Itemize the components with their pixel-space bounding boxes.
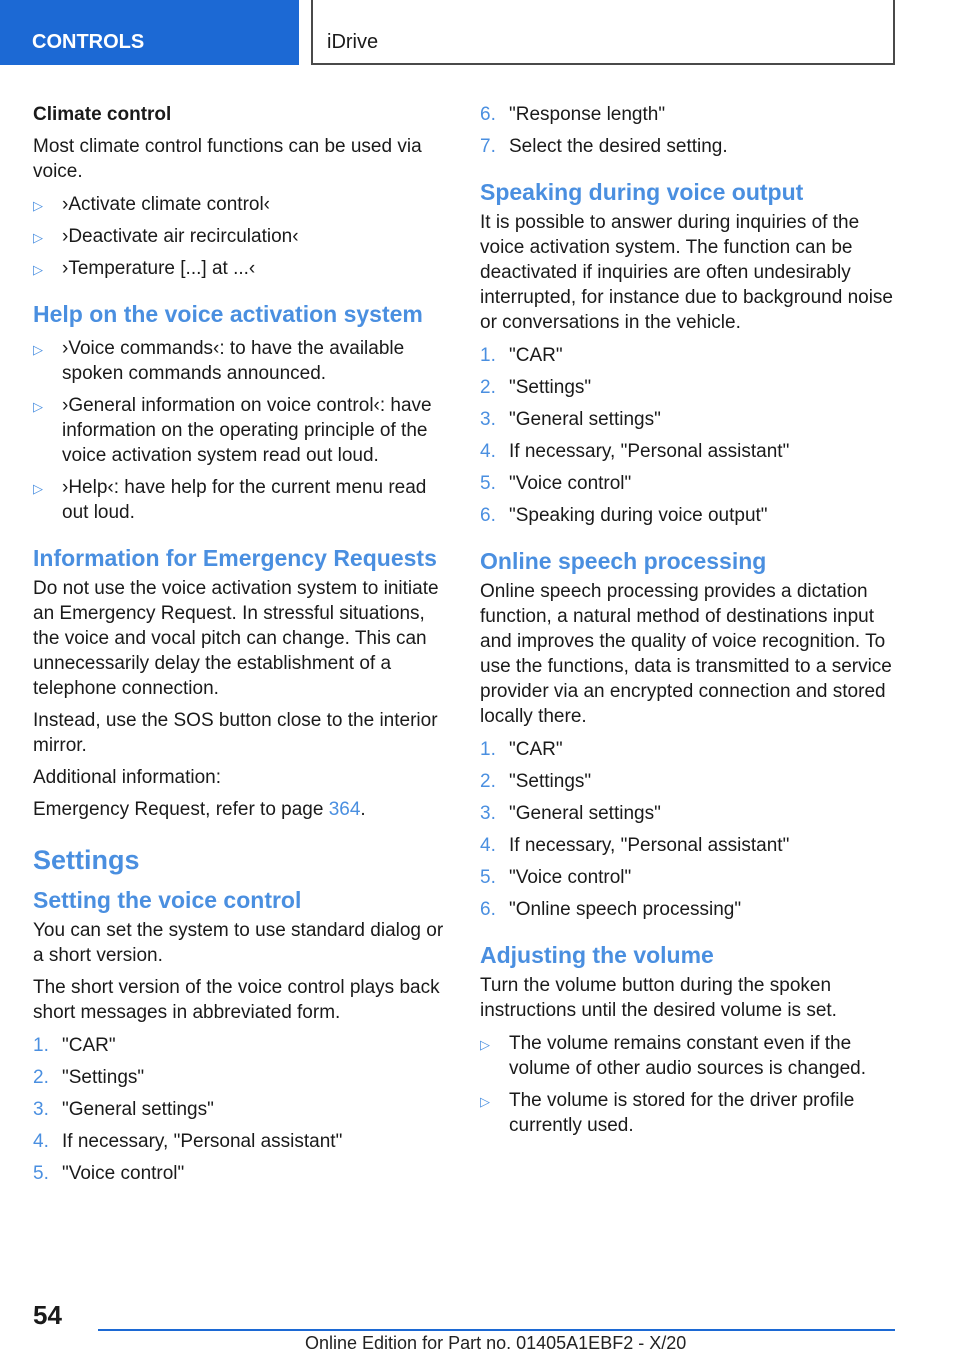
list-item: 3. "General settings": [33, 1099, 214, 1120]
speaking-paragraph: It is possible to answer during inquiries of the voice activation system. The function can be deactivated if inquiries are often undesirably interrupted, for instance due to background noise or conversations in the vehicle.: [480, 212, 893, 333]
volume-paragraph: Turn the volume button during the spoken instructions until the desired volume is set.: [480, 975, 837, 1021]
voice-control-steps-continued: [480, 102, 895, 159]
chapter-tab: CONTROLS: [0, 0, 299, 65]
edition-footer: Online Edition for Part no. 01405A1EBF2 - X/20: [305, 1333, 687, 1353]
volume-list: [480, 1031, 895, 1138]
list-item: ▷ ›General information on voice control‹: have information on the operating principle of the voice activation system read out loud.: [33, 395, 432, 466]
help-heading: Help on the voice activation system: [33, 301, 423, 327]
voice-control-paragraph: You can set the system to use standard dialog or a short version.: [33, 920, 444, 966]
list-item: 1. "CAR": [33, 1035, 116, 1056]
footer-divider: [98, 1329, 895, 1331]
list-item: ▷ The volume is stored for the driver profile currently used.: [480, 1090, 855, 1136]
list-item: 1. "CAR": [480, 739, 563, 760]
triangle-icon: ▷: [33, 262, 43, 277]
section-title: iDrive: [311, 0, 895, 65]
list-item: 7. Select the desired setting.: [480, 136, 728, 157]
climate-commands-list: [33, 192, 448, 281]
list-item: 4. If necessary, "Personal assistant": [33, 1131, 343, 1152]
triangle-icon: ▷: [33, 198, 43, 213]
voice-control-heading: Setting the voice control: [33, 887, 302, 913]
emergency-paragraph: Do not use the voice activation system to initiate an Emergency Request. In stressful situations, the voice and vocal pitch can change. This can unnecessarily delay the establishment of a telephone connection.: [33, 578, 439, 699]
list-item: 5. "Voice control": [480, 473, 632, 494]
emergency-heading: Information for Emergency Requests: [33, 545, 437, 571]
page-link[interactable]: 364: [328, 799, 361, 820]
list-item: ▷ ›Voice commands‹: to have the available spoken commands announced.: [33, 338, 405, 384]
list-item: 2. "Settings": [480, 377, 592, 398]
volume-heading: Adjusting the volume: [480, 942, 714, 968]
right-column: [480, 102, 895, 1145]
help-list: [33, 336, 448, 525]
speaking-heading: Speaking during voice output: [480, 179, 804, 205]
list-item: 3. "General settings": [480, 803, 661, 824]
list-item: 4. If necessary, "Personal assistant": [480, 441, 790, 462]
list-item: 6. "Response length": [480, 104, 666, 125]
triangle-icon: ▷: [33, 230, 43, 245]
voice-control-steps: [33, 1033, 448, 1186]
online-speech-steps: [480, 737, 895, 922]
list-item: 5. "Voice control": [480, 867, 632, 888]
settings-heading: Settings: [33, 845, 140, 875]
climate-control-text: Most climate control functions can be used via voice.: [33, 136, 422, 182]
voice-control-paragraph: The short version of the voice control plays back short messages in abbreviated form.: [33, 977, 440, 1023]
triangle-icon: ▷: [33, 481, 43, 496]
emergency-paragraph: Instead, use the SOS button close to the interior mirror.: [33, 710, 438, 756]
online-speech-heading: Online speech processing: [480, 548, 767, 574]
list-item: ▷ ›Deactivate air recirculation‹: [33, 224, 448, 249]
list-item: ▷ ›Activate climate control‹: [33, 192, 448, 217]
list-item: 2. "Settings": [33, 1067, 145, 1088]
emergency-paragraph: Additional information:: [33, 767, 221, 788]
list-item: 6. "Online speech processing": [480, 899, 742, 920]
list-item: ▷ ›Help‹: have help for the current menu read out loud.: [33, 477, 427, 523]
list-item: 4. If necessary, "Personal assistant": [480, 835, 790, 856]
triangle-icon: ▷: [480, 1037, 490, 1052]
online-speech-paragraph: Online speech processing provides a dictation function, a natural method of destinations input and improves the quality of voice recognition. To use the functions, data is transmitted to a service provider via an encrypted connection and stored locally there.: [480, 581, 892, 727]
list-item: ▷ ›Temperature [...] at ...‹: [33, 256, 448, 281]
emergency-reference: Emergency Request, refer to page 364.: [33, 799, 366, 820]
speaking-steps: [480, 343, 895, 528]
triangle-icon: ▷: [33, 399, 43, 414]
triangle-icon: ▷: [33, 342, 43, 357]
list-item: 3. "General settings": [480, 409, 661, 430]
climate-control-title: Climate control: [33, 104, 172, 125]
page-number: 54: [33, 1300, 62, 1330]
list-item: 6. "Speaking during voice output": [480, 505, 768, 526]
list-item: 2. "Settings": [480, 771, 592, 792]
triangle-icon: ▷: [480, 1094, 490, 1109]
list-item: ▷ The volume remains constant even if the volume of other audio sources is changed.: [480, 1033, 866, 1079]
left-column: [33, 102, 448, 1193]
list-item: 5. "Voice control": [33, 1163, 185, 1184]
list-item: 1. "CAR": [480, 345, 563, 366]
